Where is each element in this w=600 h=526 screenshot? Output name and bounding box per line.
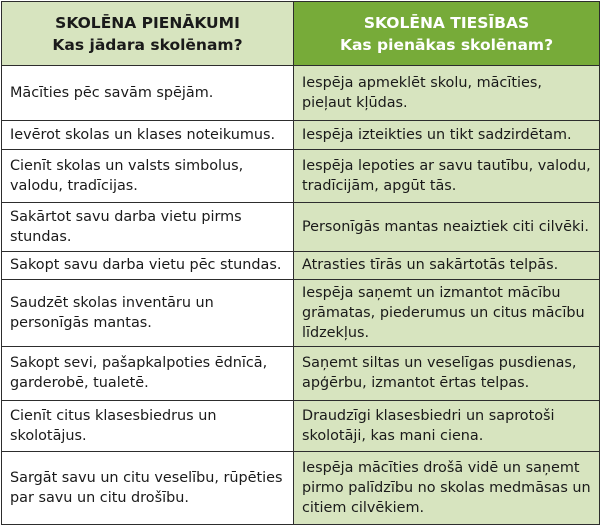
duty-cell: Sakārtot savu darba vietu pirms stundas. (2, 202, 294, 251)
duty-cell: Sakopt sevi, pašapkalpoties ēdnīcā, garderobē, tualetē. (2, 347, 294, 400)
duties-rights-table (1, 1, 600, 525)
header-row (2, 2, 600, 66)
right-cell: Iespēja lepoties ar savu tautību, valodu, tradīcijām, apgūt tās. (294, 149, 600, 202)
rights-subtitle: Kas pienākas skolēnam? (339, 35, 554, 54)
right-cell: Iespēja mācīties drošā vidē un saņemt pirmo palīdzību no skolas medmāsas un citiem cilvēkiem. (294, 451, 600, 525)
table-row (2, 347, 600, 400)
duty-cell: Cienīt citus klasesbiedrus un skolotājus. (2, 400, 294, 451)
table-row (2, 149, 600, 202)
duty-cell: Saudzēt skolas inventāru un personīgās mantas. (2, 280, 294, 347)
right-cell: Personīgās mantas neaiztiek citi cilvēki. (294, 202, 600, 251)
rights-title: SKOLĒNA TIESĪBAS (363, 13, 530, 32)
duty-cell: Sakopt savu darba vietu pēc stundas. (2, 251, 294, 280)
rights-header (294, 2, 600, 66)
right-cell: Iespēja apmeklēt skolu, mācīties, pieļaut kļūdas. (294, 66, 600, 121)
table-row (2, 66, 600, 121)
duty-cell: Sargāt savu un citu veselību, rūpēties par savu un citu drošību. (2, 451, 294, 525)
table-row (2, 400, 600, 451)
table-row (2, 202, 600, 251)
duties-subtitle: Kas jādara skolēnam? (52, 35, 243, 54)
right-cell: Atrasties tīrās un sakārtotās telpās. (294, 251, 600, 280)
right-cell: Saņemt siltas un veselīgas pusdienas, apģērbu, izmantot ērtas telpas. (294, 347, 600, 400)
table-row (2, 251, 600, 280)
table-row (2, 121, 600, 150)
duty-cell: Mācīties pēc savām spējām. (2, 66, 294, 121)
table-row (2, 451, 600, 525)
table-row (2, 280, 600, 347)
right-cell: Iespēja izteikties un tikt sadzirdētam. (294, 121, 600, 150)
right-cell: Iespēja saņemt un izmantot mācību grāmatas, piederumus un citus mācību līdzekļus. (294, 280, 600, 347)
duties-title: SKOLĒNA PIENĀKUMI (55, 13, 240, 32)
right-cell: Draudzīgi klasesbiedri un saprotoši skolotāji, kas mani ciena. (294, 400, 600, 451)
duty-cell: Ievērot skolas un klases noteikumus. (2, 121, 294, 150)
duties-header (2, 2, 294, 66)
duty-cell: Cienīt skolas un valsts simbolus, valodu, tradīcijas. (2, 149, 294, 202)
